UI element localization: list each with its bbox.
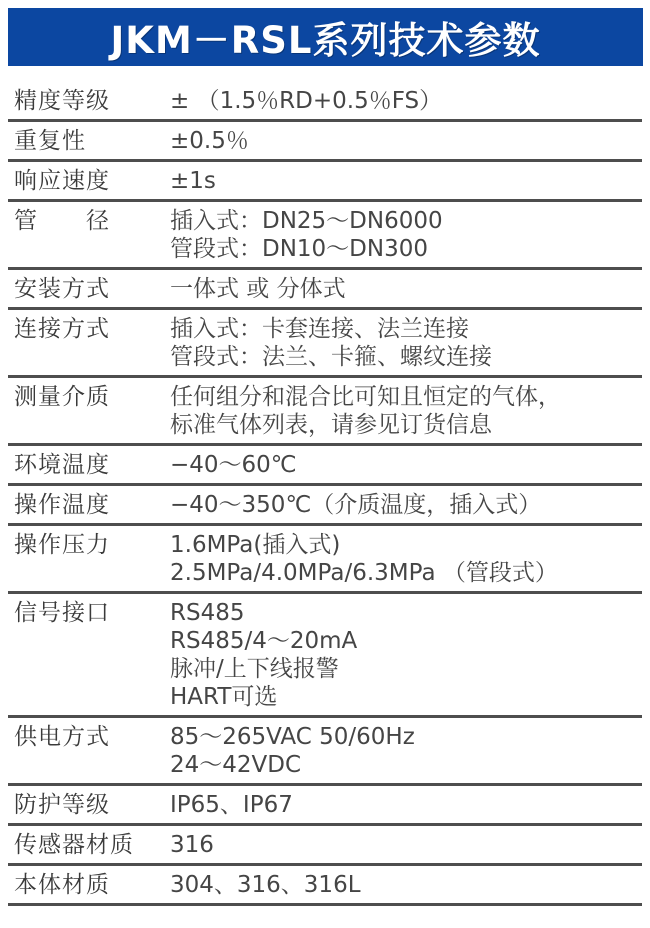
- value-line: ± （1.5％RD+0.5％FS）: [170, 88, 443, 114]
- row-label: 安装方式: [14, 276, 110, 302]
- row-value: [170, 207, 642, 263]
- row-label: 信号接口: [14, 600, 110, 626]
- value-line: 85～265VAC 50/60Hz: [170, 724, 415, 750]
- row-value: [170, 531, 642, 587]
- table-row-installation: [8, 270, 642, 310]
- table-row-operating-temp: [8, 486, 642, 526]
- row-label: 响应速度: [14, 168, 110, 194]
- row-label: 连接方式: [14, 316, 110, 342]
- value-line: −40～350℃（介质温度，插入式）: [170, 492, 542, 518]
- row-value: [170, 491, 642, 519]
- row-value: [170, 315, 642, 371]
- value-line: 管段式：法兰、卡箍、螺纹连接: [170, 344, 492, 370]
- row-label: 供电方式: [14, 724, 110, 750]
- row-value: [170, 599, 642, 711]
- table-row-response-speed: [8, 162, 642, 202]
- value-line: RS485/4～20mA: [170, 628, 358, 654]
- row-label: 精度等级: [14, 88, 110, 114]
- row-label: 环境温度: [14, 452, 110, 478]
- table-row-accuracy: [8, 82, 642, 122]
- table-row-body-material: [8, 866, 642, 906]
- value-line: −40～60℃: [170, 452, 297, 478]
- table-row-connection: [8, 310, 642, 378]
- row-label: 操作温度: [14, 492, 110, 518]
- page-title: JKM－RSL系列技术参数: [110, 19, 541, 62]
- row-label: 测量介质: [14, 384, 110, 410]
- table-row-power-supply: [8, 718, 642, 786]
- value-line: 标准气体列表，请参见订货信息: [170, 412, 492, 438]
- row-label: 防护等级: [14, 792, 110, 818]
- row-value: [170, 383, 642, 439]
- value-line: 任何组分和混合比可知且恒定的气体，: [170, 384, 561, 410]
- value-line: 24～42VDC: [170, 752, 302, 778]
- row-value: [170, 167, 642, 195]
- row-value: [170, 127, 642, 155]
- table-row-repeatability: [8, 122, 642, 162]
- table-row-signal-interface: [8, 594, 642, 718]
- spec-table: [8, 82, 642, 906]
- title-banner: [8, 8, 643, 66]
- table-row-protection-rating: [8, 786, 642, 826]
- row-label: 操作压力: [14, 532, 110, 558]
- value-line: 304、316、316L: [170, 872, 361, 898]
- value-line: ±1s: [170, 168, 216, 194]
- table-row-medium: [8, 378, 642, 446]
- table-row-sensor-material: [8, 826, 642, 866]
- table-row-pipe-diameter: [8, 202, 642, 270]
- value-line: 脉冲/上下线报警: [170, 656, 339, 682]
- row-value: [170, 275, 642, 303]
- row-value: [170, 791, 642, 819]
- value-line: HART可选: [170, 684, 278, 710]
- value-line: ±0.5％: [170, 128, 249, 154]
- value-line: RS485: [170, 600, 245, 626]
- value-line: 一体式 或 分体式: [170, 276, 346, 302]
- value-line: 316: [170, 832, 214, 858]
- row-label: 本体材质: [14, 872, 110, 898]
- value-line: IP65、IP67: [170, 792, 293, 818]
- row-label: 重复性: [14, 128, 86, 154]
- table-row-operating-pressure: [8, 526, 642, 594]
- row-value: [170, 871, 642, 899]
- row-value: [170, 723, 642, 779]
- table-row-ambient-temp: [8, 446, 642, 486]
- row-value: [170, 87, 642, 115]
- value-line: 插入式：DN25～DN6000: [170, 208, 443, 234]
- row-value: [170, 451, 642, 479]
- value-line: 插入式：卡套连接、法兰连接: [170, 316, 469, 342]
- row-value: [170, 831, 642, 859]
- row-label: 传感器材质: [14, 832, 134, 858]
- value-line: 管段式：DN10～DN300: [170, 236, 428, 262]
- value-line: 2.5MPa/4.0MPa/6.3MPa （管段式）: [170, 560, 558, 586]
- row-label: 管 径: [14, 208, 110, 234]
- value-line: 1.6MPa(插入式): [170, 532, 341, 558]
